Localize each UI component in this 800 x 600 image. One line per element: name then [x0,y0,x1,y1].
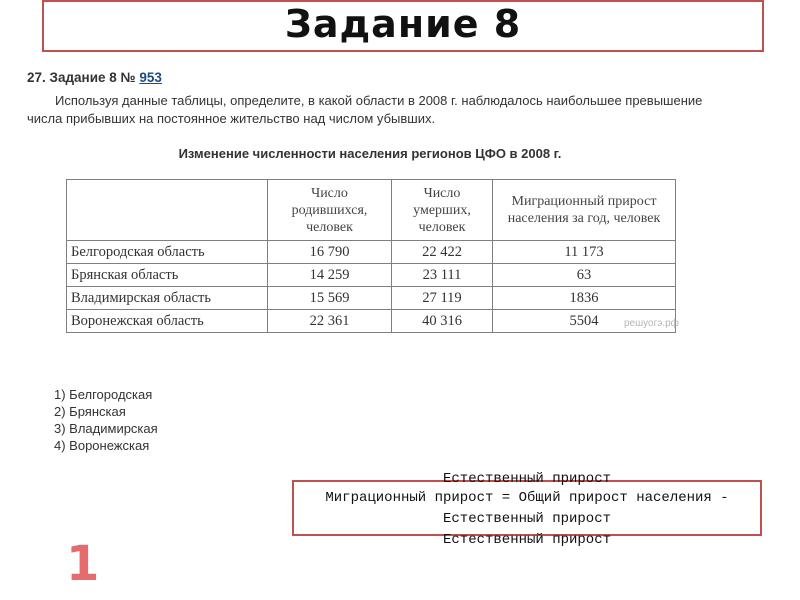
task-heading [27,70,162,85]
correct-answer-number: 1 [66,536,100,592]
slide-title: Задание 8 [284,2,522,46]
region-name: Белгородская область [67,241,268,264]
births-cell: 16 790 [268,241,392,264]
task-heading-label: 27. Задание 8 № [27,70,136,85]
table-title: Изменение численности населения регионов ЦФО в 2008 г. [178,146,562,161]
task-number-link[interactable]: 953 [139,70,162,85]
table-row [67,310,676,333]
answer-option[interactable]: 1) Белгородская [54,387,153,402]
slide-title-box [42,0,764,52]
region-name: Брянская область [67,264,268,287]
formula-line: Естественный прирост [442,511,612,527]
formula-ghost-text: Естественный прирост [442,471,612,487]
table-row [67,241,676,264]
migration-cell: 11 173 [493,241,676,264]
region-name: Владимирская область [67,287,268,310]
table-row [67,287,676,310]
table-row [67,264,676,287]
births-cell: 15 569 [268,287,392,310]
table-header-cell: Число умерших, человек [392,180,493,241]
formula-line: Миграционный прирост = Общий прирост населения - [325,490,729,506]
answer-option[interactable]: 4) Воронежская [54,438,150,453]
population-table [66,179,676,333]
migration-cell: 63 [493,264,676,287]
formula-ghost-text: Естественный прирост [442,532,612,548]
births-cell: 14 259 [268,264,392,287]
answer-option[interactable]: 2) Брянская [54,404,126,419]
migration-cell: 5504 [493,310,676,333]
region-name: Воронежская область [67,310,268,333]
births-cell: 22 361 [268,310,392,333]
deaths-cell: 23 111 [392,264,493,287]
deaths-cell: 27 119 [392,287,493,310]
table-header-cell: Число родившихся, человек [268,180,392,241]
task-text: Используя данные таблицы, определите, в какой области в 2008 г. наблюдалось наибольшее превышение числа прибывших на постоянное жительство над числом убывших. [27,93,703,126]
answer-option[interactable]: 3) Владимирская [54,421,158,436]
formula-box [292,471,762,548]
migration-cell: 1836 [493,287,676,310]
deaths-cell: 22 422 [392,241,493,264]
site-watermark: решуогэ.рф [624,318,679,329]
table-header-row [67,180,676,241]
answer-options [54,386,158,454]
table-header-cell [67,180,268,241]
deaths-cell: 40 316 [392,310,493,333]
table-header-cell: Миграционный прирост населения за год, человек [493,180,676,241]
